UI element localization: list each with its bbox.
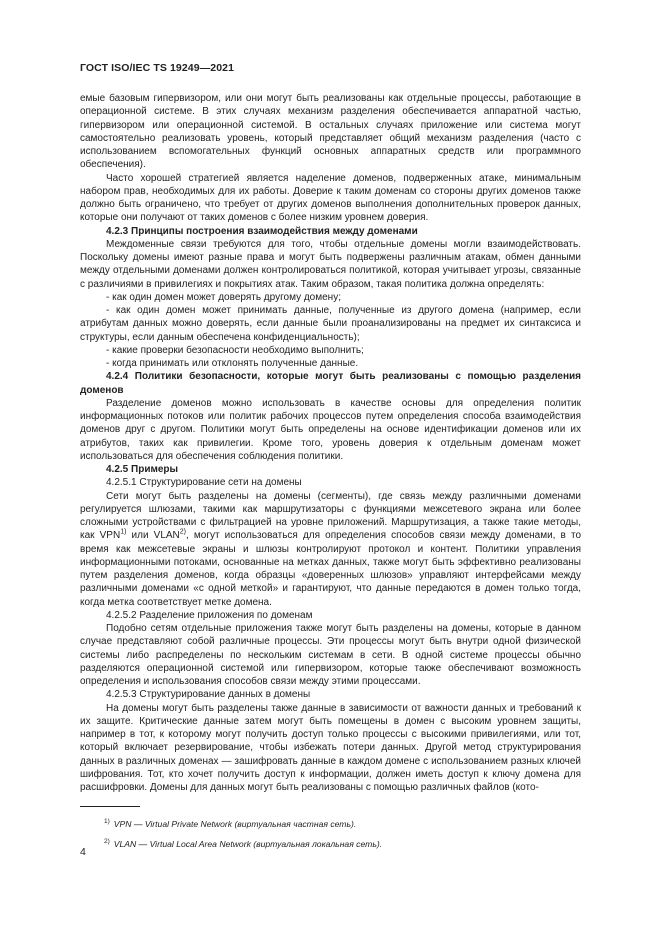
footnote-text: VLAN — Virtual Local Area Network (виртуальная локальная сеть). [113,838,383,849]
page-body [80,92,581,794]
footnote-ref-1: 1) [120,528,127,536]
footnote-2 [104,833,581,853]
paragraph-5-part-a: Сети могут быть разделены на домены (сегменты), где связь между различными доменами регулируется шлюзами, такими как маршрутизаторы с функциями межсетевого экрана или более сложными устройствами с фильтрацией на уровне приложений. Маршрутизация, а также такие методы, как VPN [80,490,581,542]
footnote-ref-2: 2) [179,528,187,536]
paragraph-4: Разделение доменов можно использовать в качестве основы для определения политик информационных потоков или политик рабочих процессов путем определения способа взаимодействия доменов друг с другом. Политики могут быть определены на основе идентификации доменов или их атрибутов, таких как привилегии. Кроме того, уровень доверия к отдельным доменам может использоваться для обеспечения соблюдения политики. [80,397,581,462]
subsection-heading-4-2-5-3: 4.2.5.3 Структурирование данных в домены [106,689,311,701]
paragraph-5-part-c: , могут использоваться для определения способов связи между доменами, в то время как межсетевые экраны и шлюзы контролируют протокол и контент. Политики управления информационными потоками, основанные на метках данных, также могут быть эффективно реализованы путем разделения доменов, когда образцы «доверенных шлюзов» управляют интерфейсами между различными доменами «с одной меткой» и гарантируют, что данные передаются в домен только тогда, когда метка соответствует метке домена. [80,530,582,608]
paragraph-1: емые базовым гипервизором, или они могут быть реализованы как отдельные процессы, работающие в операционной системе. В этих случаях механизм разделения обеспечивается аппаратной частью, гипервизором или операционной системой. В остальных случаях приложение или система могут самостоятельно реализовать уровень, который представляет общий механизм разделения (часто с использованием вспомогательных функций основных аппаратных средств или программного обеспечения). [80,93,581,171]
page-number: 4 [80,846,86,858]
footnote-mark: 1) [104,818,110,825]
paragraph-3: Междоменные связи требуются для того, чтобы отдельные домены могли взаимодействовать. Поскольку домены имеют разные права и могут быть подвержены различным атакам, обмен данными между отдельными доменами должен контролироваться политикой, которая учитывает угрозы, связанные с различиями в привилегиях и покрытиях атак. Таким образом, такая политика должна определять: [80,238,581,290]
section-heading-4-2-4: 4.2.4 Политики безопасности, которые могут быть реализованы с помощью разделения доменов [80,371,581,396]
list-item: - когда принимать или отклонять полученные данные. [106,358,359,369]
paragraph-5 [80,490,581,609]
footnote-divider [80,806,140,807]
list-item: - как один домен может принимать данные, полученные из другого домена (например, если атрибутам данных можно доверять, если данные были проанализированы на предмет их синтаксиса и структуры, если данным обеспечена конфиденциальность); [80,305,581,343]
subsection-heading-4-2-5-1: 4.2.5.1 Структурирование сети на домены [106,477,302,489]
section-heading-4-2-5: 4.2.5 Примеры [106,464,179,475]
section-heading-4-2-3: 4.2.3 Принципы построения взаимодействия между доменами [106,225,418,237]
footnote-mark: 2) [104,837,110,845]
footnote-text: VPN — Virtual Private Network (виртуальная частная сеть). [113,818,357,829]
paragraph-7: На домены могут быть разделены также данные в зависимости от важности данных и требований к их защите. Критические данные затем могут быть помещены в домен с высоким уровнем защиты, например в тот, к которому могут получить доступ только процессы с высокими привилегиями, или тот, который включает резервирование, чтобы избежать потери данных. Другой метод структурирования данных в различных доменах — зашифровать данные в каждом домене с использованием разных ключей шифрования. Тот, кто хочет получить доступ к информации, должен иметь доступ к ключу домена для расшифровки. Домены для данных могут быть реализованы с помощью различных файлов (кото- [80,702,581,793]
list-item: - как один домен может доверять другому домену; [106,291,341,303]
subsection-heading-4-2-5-2: 4.2.5.2 Разделение приложения по доменам [106,609,313,621]
page-header-title: ГОСТ ISO/IEC TS 19249—2021 [80,62,235,74]
paragraph-5-part-b: или VLAN [126,530,180,542]
footnotes [104,813,581,853]
footnote-1 [104,813,581,833]
list-item: - какие проверки безопасности необходимо выполнить; [106,344,364,356]
paragraph-2: Часто хорошей стратегией является наделение доменов, подверженных атаке, минимальным набором прав, необходимых для их работы. Доверие к таким доменам со стороны других доменов также должно быть ограничено, что требует от других доменов выполнения дополнительных проверок данных, которые они получают от таких доменов с более низким уровнем доверия. [80,172,581,224]
paragraph-6: Подобно сетям отдельные приложения также могут быть разделены на домены, которые в данном случае представляют собой различные процессы. Эти процессы могут быть внутри одной физической системы либо распределены по нескольким системам в сети. В одной системе процессы обычно разделяются операционной системой или гипервизором, которые также обеспечивают возможность определения и использования способов связи между этими процессами. [80,623,581,687]
